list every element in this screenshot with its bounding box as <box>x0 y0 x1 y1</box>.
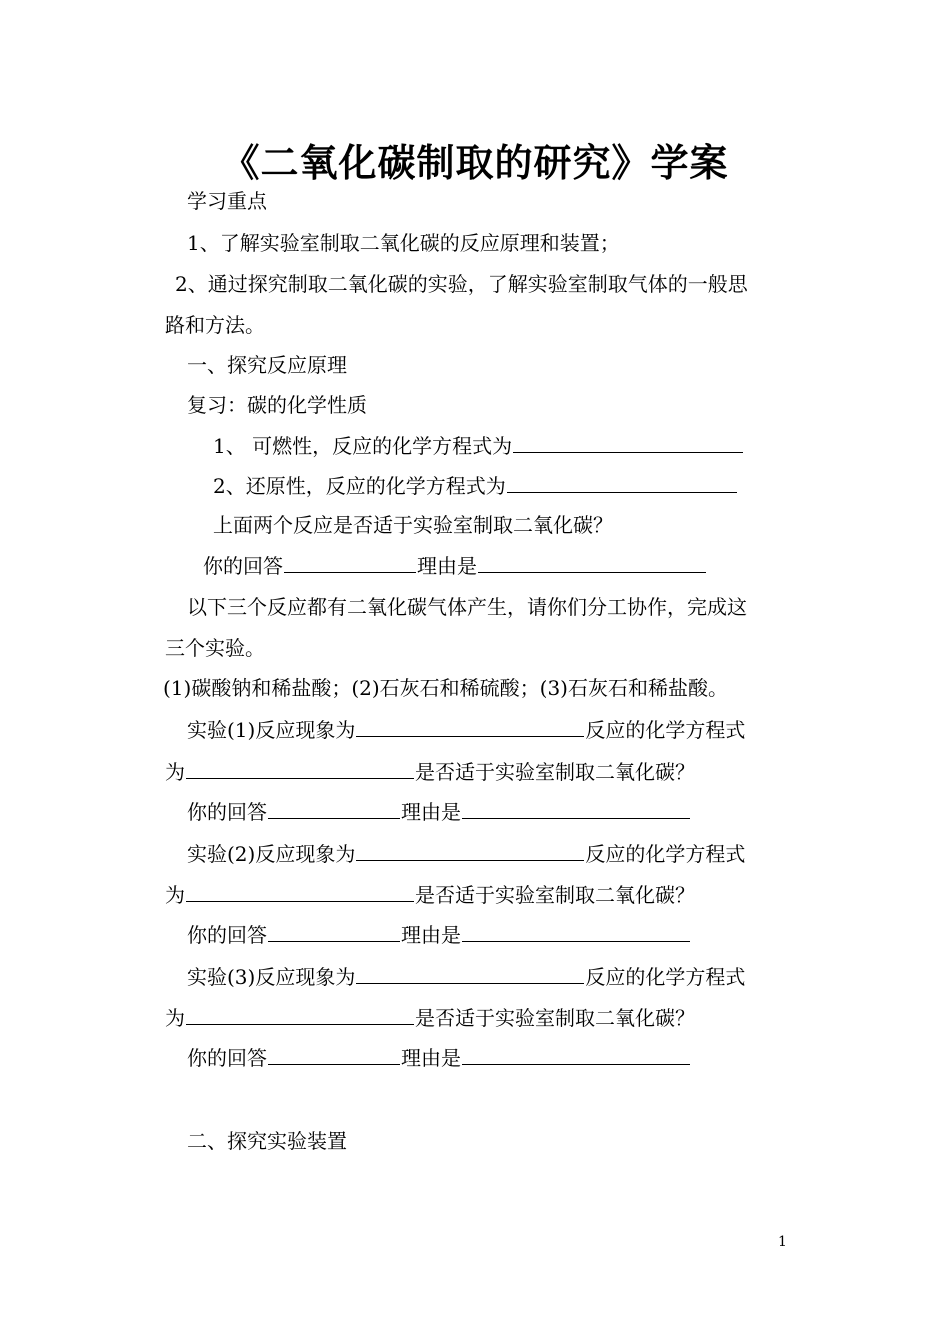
suitable-question: 是否适于实验室制取二氧化碳？ <box>415 760 695 784</box>
answer-blank[interactable] <box>268 919 400 942</box>
experiment-label: 实验(3)反应现象为 <box>187 965 356 989</box>
experiment-1-answer-row <box>187 796 691 827</box>
suitable-question: 是否适于实验室制取二氧化碳？ <box>415 1006 695 1030</box>
question-text: 2、还原性，反应的化学方程式为 <box>213 474 506 498</box>
experiment-label: 实验(1)反应现象为 <box>187 718 356 742</box>
answer-row-review <box>203 550 707 581</box>
page-number: 1 <box>778 1234 787 1250</box>
equation-label: 反应的化学方程式 <box>585 718 746 742</box>
experiment-1-row <box>187 714 745 745</box>
reason-blank[interactable] <box>478 550 706 573</box>
answer-label: 你的回答 <box>187 1046 267 1070</box>
section-heading-apparatus: 二、探究实验装置 <box>187 1129 347 1153</box>
reason-label: 理由是 <box>401 800 461 824</box>
reason-blank[interactable] <box>462 1042 690 1065</box>
wei-label: 为 <box>165 883 185 907</box>
answer-blank[interactable] <box>268 796 400 819</box>
experiment-3-answer-row <box>187 1042 691 1073</box>
experiment-2-equation-row <box>165 879 695 910</box>
reason-label: 理由是 <box>417 554 477 578</box>
experiment-1-equation-row <box>165 756 695 787</box>
experiment-2-answer-row <box>187 919 691 950</box>
review-question-2 <box>213 470 738 501</box>
phenomenon-blank[interactable] <box>356 714 584 737</box>
focus-item-2-line-2: 路和方法。 <box>165 313 265 337</box>
experiment-2-row <box>187 838 745 869</box>
experiment-3-equation-row <box>165 1002 695 1033</box>
reason-blank[interactable] <box>462 919 690 942</box>
answer-label: 你的回答 <box>187 800 267 824</box>
equation-label: 反应的化学方程式 <box>585 965 746 989</box>
equation-blank[interactable] <box>186 879 414 902</box>
phenomenon-blank[interactable] <box>356 838 584 861</box>
equation-blank[interactable] <box>186 756 414 779</box>
equation-label: 反应的化学方程式 <box>585 842 746 866</box>
answer-blank[interactable] <box>507 470 737 493</box>
wei-label: 为 <box>165 1006 185 1030</box>
experiment-3-row <box>187 961 745 992</box>
answer-blank[interactable] <box>284 550 416 573</box>
experiment-label: 实验(2)反应现象为 <box>187 842 356 866</box>
intro-line-2: 三个实验。 <box>165 636 265 660</box>
review-heading: 复习：碳的化学性质 <box>187 393 367 417</box>
reason-blank[interactable] <box>462 796 690 819</box>
equation-blank[interactable] <box>186 1002 414 1025</box>
phenomenon-blank[interactable] <box>356 961 584 984</box>
focus-item-2-line-1: 2、通过探究制取二氧化碳的实验，了解实验室制取气体的一般思 <box>175 272 748 296</box>
reaction-list: (1)碳酸钠和稀盐酸；(2)石灰石和稀硫酸；(3)石灰石和稀盐酸。 <box>163 676 728 700</box>
review-question-3: 上面两个反应是否适于实验室制取二氧化碳？ <box>213 513 613 537</box>
document-title: 《二氧化碳制取的研究》学案 <box>221 140 729 185</box>
answer-blank[interactable] <box>513 430 743 453</box>
focus-heading: 学习重点 <box>187 189 267 213</box>
question-text: 1、 可燃性，反应的化学方程式为 <box>213 434 513 458</box>
reason-label: 理由是 <box>401 923 461 947</box>
answer-label: 你的回答 <box>187 923 267 947</box>
answer-blank[interactable] <box>268 1042 400 1065</box>
section-heading-principle: 一、探究反应原理 <box>187 353 347 377</box>
suitable-question: 是否适于实验室制取二氧化碳？ <box>415 883 695 907</box>
reason-label: 理由是 <box>401 1046 461 1070</box>
focus-item-1: 1、了解实验室制取二氧化碳的反应原理和装置； <box>187 231 620 255</box>
answer-label: 你的回答 <box>203 554 283 578</box>
intro-line-1: 以下三个反应都有二氧化碳气体产生，请你们分工协作，完成这 <box>187 595 747 619</box>
wei-label: 为 <box>165 760 185 784</box>
review-question-1 <box>213 430 744 461</box>
